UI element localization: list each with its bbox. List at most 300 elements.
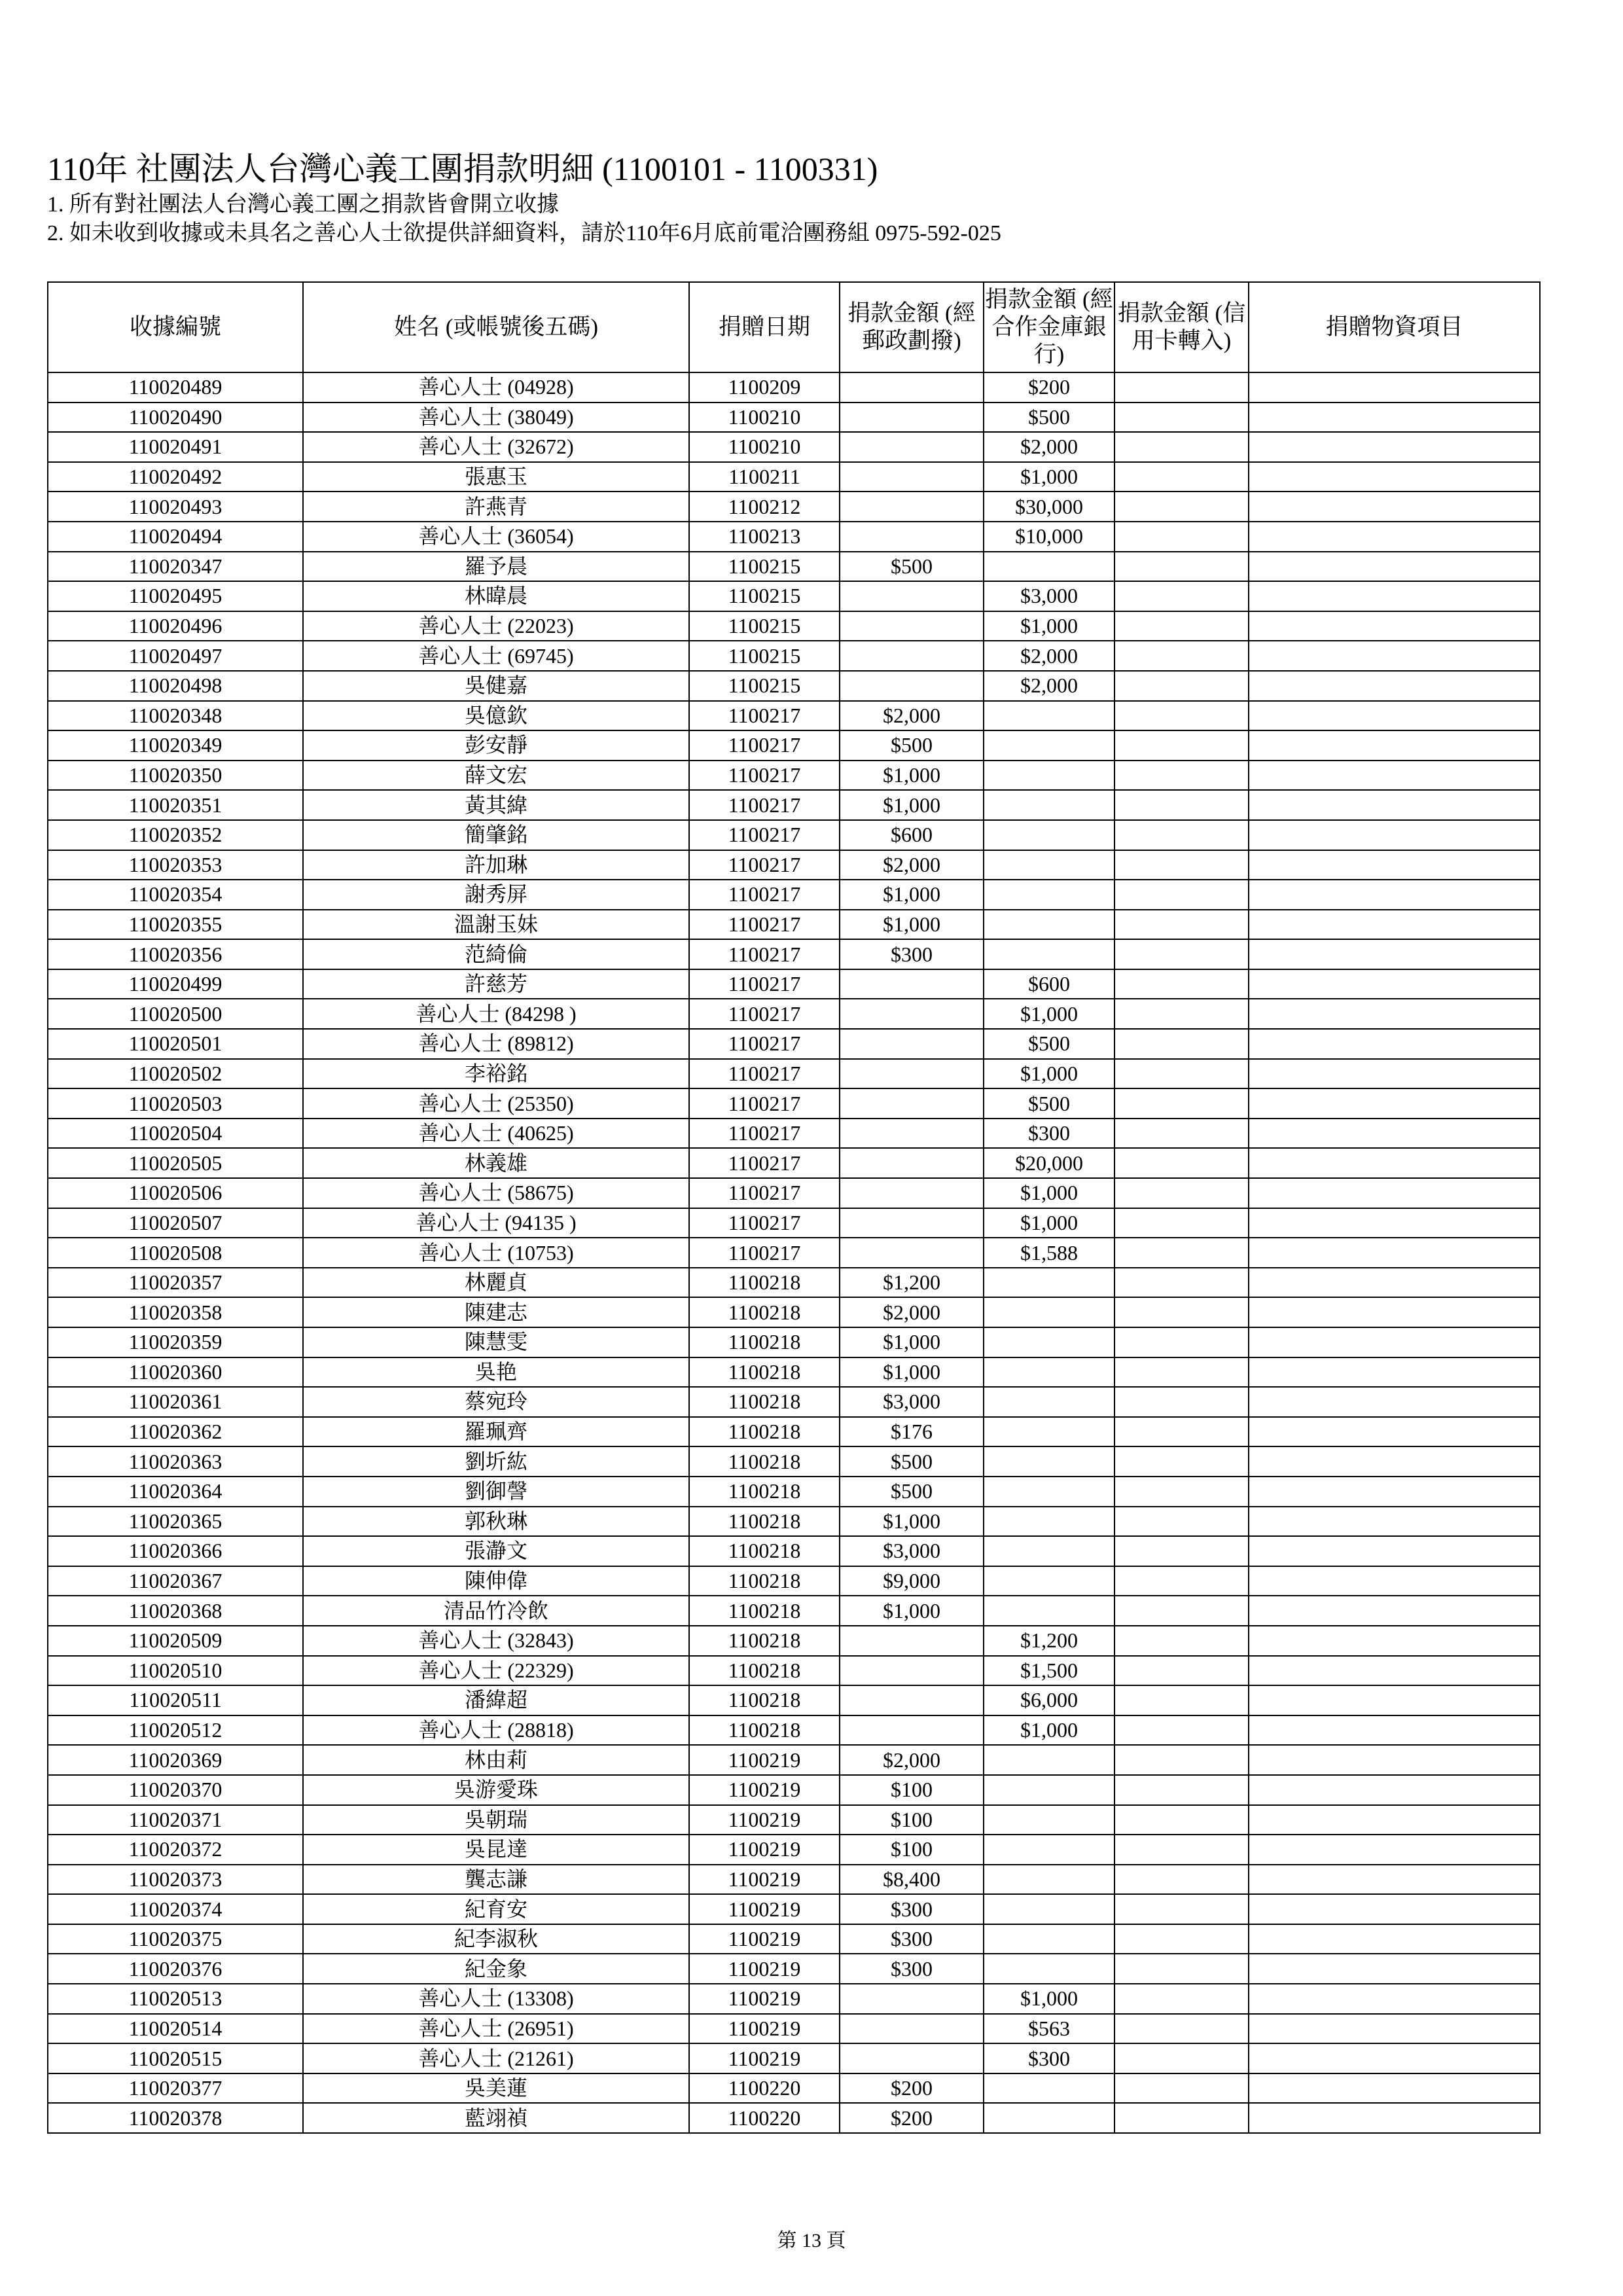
postal-amount-cell [840,1656,984,1686]
table-row [48,761,1540,791]
donated-items-cell [1249,432,1540,462]
credit-card-amount-cell [1115,820,1249,850]
postal-amount-cell: $2,000 [840,701,984,731]
donor-name-cell: 張瀞文 [303,1536,689,1566]
donor-name-cell: 善心人士 (04928) [303,372,689,403]
credit-card-amount-cell [1115,790,1249,820]
donation-date-cell: 1100219 [689,1984,840,2014]
donated-items-cell [1249,790,1540,820]
receipt-number-cell: 110020490 [48,403,303,433]
donated-items-cell [1249,1924,1540,1954]
postal-amount-cell [840,1715,984,1746]
bank-amount-cell [984,880,1115,910]
donation-date-cell: 1100215 [689,611,840,641]
credit-card-amount-cell [1115,1059,1249,1089]
donor-name-cell: 善心人士 (94135 ) [303,1208,689,1238]
postal-amount-cell: $300 [840,1894,984,1924]
donation-date-cell: 1100217 [689,1059,840,1089]
donation-date-cell: 1100213 [689,522,840,552]
receipt-number-cell: 110020502 [48,1059,303,1089]
postal-amount-cell: $2,000 [840,1745,984,1775]
donor-name-cell: 吳朝瑞 [303,1805,689,1835]
donation-date-cell: 1100209 [689,372,840,403]
table-row [48,1566,1540,1596]
credit-card-amount-cell [1115,1477,1249,1507]
receipt-number-cell: 110020364 [48,1477,303,1507]
credit-card-amount-cell [1115,1984,1249,2014]
donation-date-cell: 1100217 [689,850,840,880]
bank-amount-cell [984,1566,1115,1596]
receipt-number-cell: 110020506 [48,1178,303,1208]
credit-card-amount-cell [1115,611,1249,641]
table-row [48,432,1540,462]
credit-card-amount-cell [1115,999,1249,1029]
postal-amount-cell: $1,000 [840,1596,984,1626]
donated-items-cell [1249,910,1540,940]
bank-amount-cell: $2,000 [984,432,1115,462]
donor-name-cell: 紀育安 [303,1894,689,1924]
bank-amount-cell: $6,000 [984,1685,1115,1715]
receipt-number-cell: 110020508 [48,1238,303,1268]
donation-date-cell: 1100217 [689,939,840,969]
table-row [48,552,1540,582]
donor-name-cell: 善心人士 (22023) [303,611,689,641]
table-row [48,492,1540,522]
postal-amount-cell: $1,000 [840,761,984,791]
donation-date-cell: 1100218 [689,1596,840,1626]
credit-card-amount-cell [1115,1417,1249,1447]
postal-amount-cell [840,969,984,999]
table-row [48,1387,1540,1417]
table-row [48,1446,1540,1477]
postal-amount-cell: $3,000 [840,1536,984,1566]
donation-date-cell: 1100210 [689,432,840,462]
postal-amount-cell: $500 [840,1477,984,1507]
note-contact: 2. 如未收到收據或未具名之善心人士欲提供詳細資料，請於110年6月底前電洽團務組 0975-592-025 [47,221,1001,245]
postal-amount-cell: $176 [840,1417,984,1447]
credit-card-amount-cell [1115,1596,1249,1626]
table-row [48,581,1540,611]
donation-date-cell: 1100217 [689,880,840,910]
bank-amount-cell [984,1297,1115,1327]
receipt-number-cell: 110020507 [48,1208,303,1238]
donation-date-cell: 1100217 [689,1178,840,1208]
donation-date-cell: 1100219 [689,1745,840,1775]
bank-amount-cell [984,910,1115,940]
table-row [48,880,1540,910]
postal-amount-cell [840,2014,984,2044]
table-row [48,1178,1540,1208]
table-row [48,1805,1540,1835]
donation-date-cell: 1100217 [689,790,840,820]
donor-name-cell: 羅予晨 [303,552,689,582]
donation-date-cell: 1100217 [689,730,840,761]
credit-card-amount-cell [1115,850,1249,880]
donation-date-cell: 1100215 [689,641,840,671]
bank-amount-cell [984,850,1115,880]
credit-card-amount-cell [1115,1656,1249,1686]
donation-date-cell: 1100215 [689,671,840,701]
credit-card-amount-cell [1115,1446,1249,1477]
postal-amount-cell [840,462,984,492]
donor-name-cell: 龔志謙 [303,1865,689,1895]
donation-date-cell: 1100218 [689,1536,840,1566]
receipt-number-cell: 110020504 [48,1119,303,1149]
donation-date-cell: 1100217 [689,1088,840,1119]
receipt-number-cell: 110020497 [48,641,303,671]
donated-items-cell [1249,1297,1540,1327]
credit-card-amount-cell [1115,1208,1249,1238]
donor-name-cell: 吳艳 [303,1357,689,1388]
receipt-number-cell: 110020367 [48,1566,303,1596]
table-row [48,1924,1540,1954]
donation-date-cell: 1100219 [689,2014,840,2044]
donated-items-cell [1249,969,1540,999]
donated-items-cell [1249,552,1540,582]
bank-amount-cell: $2,000 [984,671,1115,701]
postal-amount-cell [840,403,984,433]
table-row [48,1088,1540,1119]
postal-amount-cell [840,999,984,1029]
table-row [48,641,1540,671]
donation-date-cell: 1100218 [689,1387,840,1417]
postal-amount-cell [840,2043,984,2073]
donation-date-cell: 1100211 [689,462,840,492]
donated-items-cell [1249,880,1540,910]
donation-date-cell: 1100218 [689,1297,840,1327]
donated-items-cell [1249,1566,1540,1596]
postal-amount-cell [840,1119,984,1149]
donor-name-cell: 善心人士 (28818) [303,1715,689,1746]
postal-amount-cell: $500 [840,552,984,582]
credit-card-amount-cell [1115,1178,1249,1208]
donated-items-cell [1249,1775,1540,1805]
postal-amount-cell: $1,000 [840,880,984,910]
receipt-number-cell: 110020363 [48,1446,303,1477]
table-row [48,820,1540,850]
postal-amount-cell: $1,000 [840,1327,984,1357]
donor-name-cell: 林義雄 [303,1148,689,1178]
donated-items-cell [1249,2073,1540,2104]
table-row [48,1596,1540,1626]
bank-amount-cell [984,1446,1115,1477]
credit-card-amount-cell [1115,1238,1249,1268]
table-row [48,1656,1540,1686]
donor-name-cell: 黃其緯 [303,790,689,820]
bank-amount-cell [984,1417,1115,1447]
donation-date-cell: 1100219 [689,1865,840,1895]
donated-items-cell [1249,1119,1540,1149]
receipt-number-cell: 110020351 [48,790,303,820]
donation-date-cell: 1100212 [689,492,840,522]
postal-amount-cell [840,432,984,462]
bank-amount-cell [984,1536,1115,1566]
donated-items-cell [1249,1327,1540,1357]
donor-name-cell: 善心人士 (21261) [303,2043,689,2073]
bank-amount-cell: $10,000 [984,522,1115,552]
receipt-number-cell: 110020377 [48,2073,303,2104]
donor-name-cell: 吳游愛珠 [303,1775,689,1805]
postal-amount-cell: $2,000 [840,1297,984,1327]
receipt-number-cell: 110020491 [48,432,303,462]
bank-amount-cell: $563 [984,2014,1115,2044]
receipt-number-cell: 110020355 [48,910,303,940]
donation-date-cell: 1100217 [689,969,840,999]
postal-amount-cell [840,1984,984,2014]
donated-items-cell [1249,701,1540,731]
receipt-number-cell: 110020509 [48,1626,303,1656]
table-row [48,1894,1540,1924]
postal-amount-cell [840,1178,984,1208]
bank-amount-cell [984,1745,1115,1775]
donated-items-cell [1249,1417,1540,1447]
donor-name-cell: 紀金象 [303,1954,689,1984]
donor-name-cell: 紀李淑秋 [303,1924,689,1954]
table-row [48,1357,1540,1388]
table-row [48,1029,1540,1059]
donated-items-cell [1249,1835,1540,1865]
postal-amount-cell [840,671,984,701]
bank-amount-cell: $500 [984,1029,1115,1059]
donated-items-cell [1249,1238,1540,1268]
donated-items-cell [1249,1805,1540,1835]
donated-items-cell [1249,581,1540,611]
table-row [48,790,1540,820]
bank-amount-cell [984,1477,1115,1507]
donated-items-cell [1249,1507,1540,1537]
donated-items-cell [1249,462,1540,492]
donated-items-cell [1249,522,1540,552]
donation-date-cell: 1100219 [689,1805,840,1835]
credit-card-amount-cell [1115,403,1249,433]
table-row [48,850,1540,880]
credit-card-amount-cell [1115,1805,1249,1835]
page-title: 110年 社團法人台灣心義工團捐款明細 (1100101 - 1100331) [47,151,878,187]
donated-items-cell [1249,1357,1540,1388]
donor-name-cell: 善心人士 (32843) [303,1626,689,1656]
postal-amount-cell [840,1685,984,1715]
donation-table [47,281,1541,2134]
table-row [48,1685,1540,1715]
donor-name-cell: 劉御謦 [303,1477,689,1507]
donation-date-cell: 1100217 [689,761,840,791]
donation-date-cell: 1100218 [689,1507,840,1537]
credit-card-amount-cell [1115,701,1249,731]
bank-amount-cell: $200 [984,372,1115,403]
credit-card-amount-cell [1115,492,1249,522]
postal-amount-cell: $100 [840,1775,984,1805]
table-body [48,372,1540,2133]
col-donor-name: 姓名 (或帳號後五碼) [303,282,689,372]
bank-amount-cell: $1,000 [984,999,1115,1029]
col-amount-credit-card: 捐款金額 (信用卡轉入) [1115,282,1249,372]
receipt-number-cell: 110020493 [48,492,303,522]
postal-amount-cell [840,1029,984,1059]
receipt-number-cell: 110020513 [48,1984,303,2014]
bank-amount-cell: $20,000 [984,1148,1115,1178]
donation-date-cell: 1100219 [689,1924,840,1954]
receipt-number-cell: 110020371 [48,1805,303,1835]
donated-items-cell [1249,372,1540,403]
donor-name-cell: 善心人士 (84298 ) [303,999,689,1029]
postal-amount-cell [840,581,984,611]
donated-items-cell [1249,1477,1540,1507]
postal-amount-cell: $300 [840,1924,984,1954]
credit-card-amount-cell [1115,1685,1249,1715]
donation-date-cell: 1100218 [689,1357,840,1388]
bank-amount-cell [984,1865,1115,1895]
credit-card-amount-cell [1115,522,1249,552]
receipt-number-cell: 110020378 [48,2103,303,2133]
postal-amount-cell: $2,000 [840,850,984,880]
donation-date-cell: 1100217 [689,701,840,731]
receipt-number-cell: 110020515 [48,2043,303,2073]
table-row [48,969,1540,999]
bank-amount-cell [984,1268,1115,1298]
bank-amount-cell: $1,000 [984,1208,1115,1238]
donor-name-cell: 吳健嘉 [303,671,689,701]
bank-amount-cell [984,1387,1115,1417]
credit-card-amount-cell [1115,1566,1249,1596]
bank-amount-cell: $1,200 [984,1626,1115,1656]
postal-amount-cell [840,1088,984,1119]
page-number: 第 13 頁 [777,2230,846,2251]
bank-amount-cell [984,1507,1115,1537]
table-row [48,2043,1540,2073]
bank-amount-cell [984,1805,1115,1835]
table-row [48,1954,1540,1984]
donor-name-cell: 善心人士 (38049) [303,403,689,433]
donor-name-cell: 林由莉 [303,1745,689,1775]
donation-date-cell: 1100220 [689,2103,840,2133]
credit-card-amount-cell [1115,1894,1249,1924]
table-row [48,462,1540,492]
donor-name-cell: 林暐晨 [303,581,689,611]
table-row [48,1297,1540,1327]
credit-card-amount-cell [1115,1715,1249,1746]
donor-name-cell: 善心人士 (36054) [303,522,689,552]
bank-amount-cell [984,1954,1115,1984]
table-row [48,1238,1540,1268]
donated-items-cell [1249,1268,1540,1298]
receipt-number-cell: 110020376 [48,1954,303,1984]
bank-amount-cell [984,730,1115,761]
bank-amount-cell [984,1596,1115,1626]
bank-amount-cell [984,939,1115,969]
bank-amount-cell: $1,000 [984,1178,1115,1208]
donor-name-cell: 善心人士 (40625) [303,1119,689,1149]
postal-amount-cell: $1,000 [840,1357,984,1388]
credit-card-amount-cell [1115,372,1249,403]
donation-date-cell: 1100218 [689,1685,840,1715]
donated-items-cell [1249,1715,1540,1746]
donation-date-cell: 1100215 [689,552,840,582]
receipt-number-cell: 110020369 [48,1745,303,1775]
donated-items-cell [1249,1059,1540,1089]
donation-date-cell: 1100217 [689,1148,840,1178]
donated-items-cell [1249,1029,1540,1059]
receipt-number-cell: 110020511 [48,1685,303,1715]
credit-card-amount-cell [1115,1268,1249,1298]
donated-items-cell [1249,761,1540,791]
donation-date-cell: 1100210 [689,403,840,433]
donated-items-cell [1249,1536,1540,1566]
donor-name-cell: 陳慧雯 [303,1327,689,1357]
donated-items-cell [1249,939,1540,969]
bank-amount-cell [984,1835,1115,1865]
postal-amount-cell [840,1626,984,1656]
bank-amount-cell: $1,500 [984,1656,1115,1686]
bank-amount-cell [984,2073,1115,2104]
donation-date-cell: 1100218 [689,1417,840,1447]
donated-items-cell [1249,820,1540,850]
credit-card-amount-cell [1115,761,1249,791]
receipt-number-cell: 110020352 [48,820,303,850]
donation-date-cell: 1100217 [689,820,840,850]
receipt-number-cell: 110020358 [48,1297,303,1327]
donated-items-cell [1249,730,1540,761]
postal-amount-cell [840,1148,984,1178]
col-donated-items: 捐贈物資項目 [1249,282,1540,372]
credit-card-amount-cell [1115,1626,1249,1656]
postal-amount-cell [840,492,984,522]
table-row [48,1835,1540,1865]
bank-amount-cell [984,1357,1115,1388]
receipt-number-cell: 110020494 [48,522,303,552]
donor-name-cell: 善心人士 (69745) [303,641,689,671]
bank-amount-cell [984,790,1115,820]
credit-card-amount-cell [1115,969,1249,999]
receipt-number-cell: 110020366 [48,1536,303,1566]
bank-amount-cell [984,1924,1115,1954]
col-amount-postal: 捐款金額 (經郵政劃撥) [840,282,984,372]
donor-name-cell: 藍翊禎 [303,2103,689,2133]
postal-amount-cell: $1,000 [840,1507,984,1537]
receipt-number-cell: 110020350 [48,761,303,791]
table-row [48,1715,1540,1746]
table-row [48,1626,1540,1656]
postal-amount-cell: $1,000 [840,910,984,940]
receipt-number-cell: 110020501 [48,1029,303,1059]
donation-date-cell: 1100219 [689,1894,840,1924]
credit-card-amount-cell [1115,462,1249,492]
bank-amount-cell: $300 [984,1119,1115,1149]
donation-date-cell: 1100218 [689,1268,840,1298]
table-row [48,403,1540,433]
donation-date-cell: 1100217 [689,1029,840,1059]
donor-name-cell: 善心人士 (22329) [303,1656,689,1686]
postal-amount-cell [840,641,984,671]
receipt-number-cell: 110020362 [48,1417,303,1447]
receipt-number-cell: 110020365 [48,1507,303,1537]
donor-name-cell: 許加琳 [303,850,689,880]
postal-amount-cell: $3,000 [840,1387,984,1417]
donor-name-cell: 謝秀屏 [303,880,689,910]
bank-amount-cell [984,820,1115,850]
donated-items-cell [1249,611,1540,641]
donor-name-cell: 羅珮齊 [303,1417,689,1447]
table-row [48,730,1540,761]
donated-items-cell [1249,1656,1540,1686]
bank-amount-cell: $600 [984,969,1115,999]
postal-amount-cell: $500 [840,1446,984,1477]
receipt-number-cell: 110020360 [48,1357,303,1388]
receipt-number-cell: 110020496 [48,611,303,641]
table-row [48,1984,1540,2014]
receipt-number-cell: 110020499 [48,969,303,999]
donation-date-cell: 1100218 [689,1477,840,1507]
donor-name-cell: 善心人士 (13308) [303,1984,689,2014]
